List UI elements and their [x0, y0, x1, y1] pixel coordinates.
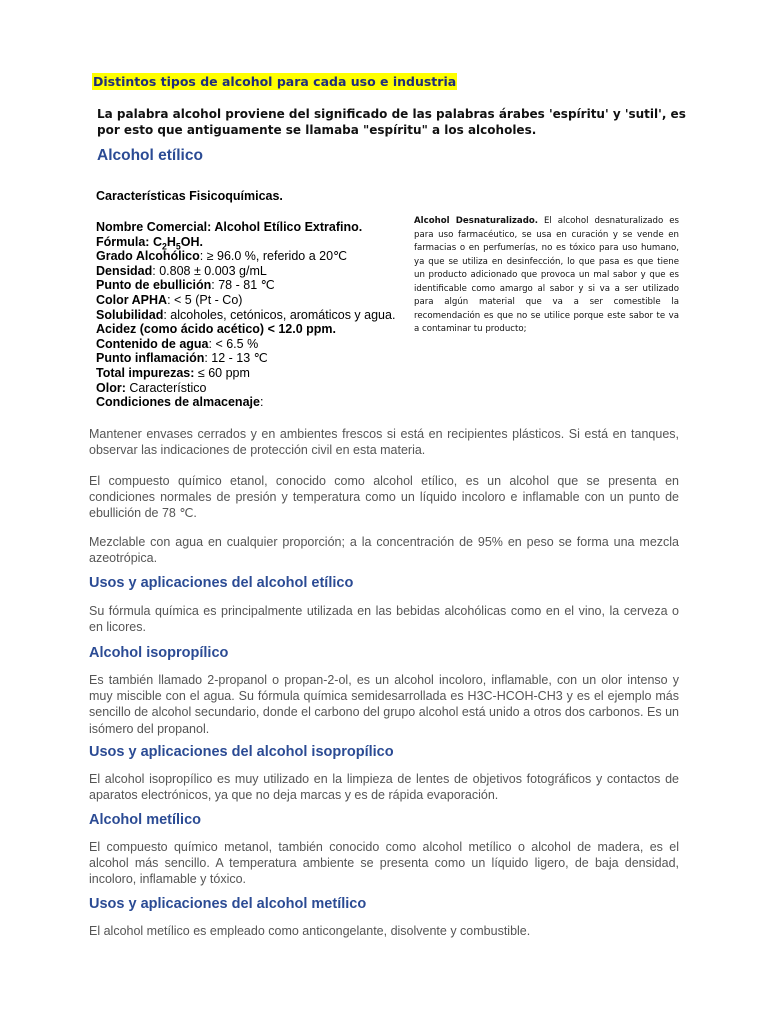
isopropyl-uses-paragraph: El alcohol isopropílico es muy utilizado en la limpieza de lentes de objetivos fotográficos y contactos de aparatos electrónicos, ya que no deja marcas y es de rápida evaporación. [89, 772, 679, 803]
methyl-uses-heading: Usos y aplicaciones del alcohol metílico [89, 896, 367, 912]
prop-alcohol-degree: Grado Alcohólico: ≥ 96.0 %, referido a 20℃ [96, 249, 348, 264]
miscible-paragraph: Mezclable con agua en cualquier proporción; a la concentración de 95% en peso se forma una mezcla azeotrópica. [89, 535, 679, 566]
methyl-paragraph: El compuesto químico metanol, también conocido como alcohol metílico o alcohol de madera, es el alcohol más sencillo. A temperatura ambiente se presenta como un líquido ligero, de baja densidad, incoloro, inflamable y tóxico. [89, 840, 679, 887]
prop-odor: Olor: Característico [96, 380, 207, 395]
ethanol-paragraph: El compuesto químico etanol, conocido como alcohol etílico, es un alcohol que se presenta en condiciones normales de presión y temperatura como un líquido incoloro e inflamable con un punto de ebullición de 78 ℃. [89, 474, 679, 521]
isopropyl-heading: Alcohol isopropílico [89, 645, 229, 661]
prop-density: Densidad: 0.808 ± 0.003 g/mL [96, 263, 267, 278]
prop-solubility: Solubilidad: alcoholes, cetónicos, aromáticos y agua. [96, 307, 396, 322]
methyl-uses-paragraph: El alcohol metílico es empleado como anticongelante, disolvente y combustible. [89, 924, 531, 938]
storage-paragraph: Mantener envases cerrados y en ambientes frescos si está en recipientes plásticos. Si está en tanques, observar las indicaciones de protección civil en esta materia. [89, 427, 679, 458]
ethyl-uses-heading: Usos y aplicaciones del alcohol etílico [89, 575, 354, 591]
characteristics-heading: Características Fisicoquímicas. [96, 189, 283, 203]
prop-acidity: Acidez (como ácido acético) < 12.0 ppm. [96, 322, 337, 337]
properties-block [96, 188, 406, 410]
prop-water-content: Contenido de agua: < 6.5 % [96, 336, 259, 351]
methyl-heading: Alcohol metílico [89, 812, 201, 828]
prop-boiling-point: Punto de ebullición: 78 - 81 ℃ [96, 278, 275, 293]
isopropyl-paragraph: Es también llamado 2-propanol o propan-2-ol, es un alcohol incoloro, inflamable, con un olor intenso y muy miscible con el agua. Su fórmula química semidesarrollada es H3C-HCOH-CH3 y es el ejemplo más sencillo de alcohol secundario, donde el carbono del grupo alcohol está unido a otros dos carbonos. Es un isómero del propanol. [89, 673, 679, 736]
prop-impurities: Total impurezas: ≤ 60 ppm [96, 365, 250, 380]
prop-apha-color: Color APHA: < 5 (Pt - Co) [96, 292, 243, 307]
ethyl-uses-paragraph: Su fórmula química es principalmente utilizada en las bebidas alcohólicas como en el vino, la cerveza o en licores. [89, 604, 679, 635]
page-title: Distintos tipos de alcohol para cada uso e industria [93, 74, 457, 89]
prop-storage: Condiciones de almacenaje: [96, 395, 264, 410]
prop-flash-point: Punto inflamación: 12 - 13 ℃ [96, 351, 268, 366]
denatured-alcohol-note: Alcohol Desnaturalizado. El alcohol desnaturalizado es para uso farmacéutico, se usa en curación y se vende en farmacias o en perfumerías, no es tóxico para uso humano, ya que se utiliza en desinfección, lo que pasa es que tiene un producto adicionado que provoca un mal sabor y que es identificable como amargo al sabor y si va a ser utilizado para algún material que va a ser comestible la recomendación es que no se utilice porque este sabor te va a contaminar tu producto; [414, 216, 679, 334]
isopropyl-uses-heading: Usos y aplicaciones del alcohol isopropílico [89, 744, 394, 760]
intro-paragraph: La palabra alcohol proviene del significado de las palabras árabes 'espíritu' y 'sutil', es por esto que antiguamente se llamaba "espíritu" a los alcoholes. [97, 107, 686, 137]
ethyl-alcohol-heading: Alcohol etílico [97, 147, 203, 164]
prop-commercial-name: Nombre Comercial: Alcohol Etílico Extrafino. [96, 220, 363, 234]
prop-formula: Fórmula: $C_2H_5OH$. [96, 234, 203, 252]
